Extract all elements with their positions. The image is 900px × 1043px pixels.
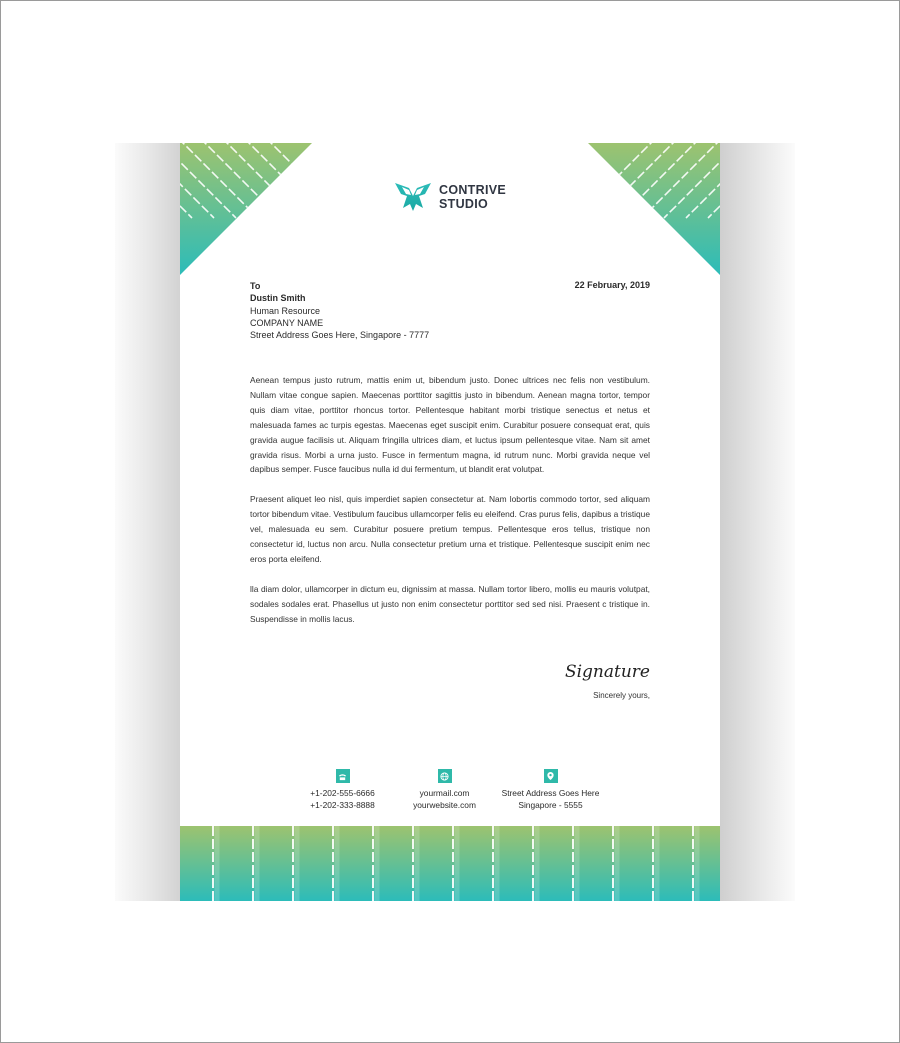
phone-number-1: +1-202-555-6666 [310,788,375,798]
phone-icon [336,769,350,783]
signature-script: Signature [564,662,650,682]
recipient-company: COMPANY NAME [250,317,324,328]
butterfly-logo-icon [393,180,433,214]
brand-name-line2: STUDIO [439,197,489,211]
body-paragraph: lla diam dolor, ullamcorper in dictum eu, dignissim at massa. Nullam tortor libero, mollis eu mauris volutpat, sodales sodales erat. Phasellus ut justo non enim consectetur porttitor sed sed nisi. Praesent c tristique in. Suspendisse in mollis lacus. [250,583,650,624]
city-address: Singapore - 5555 [518,799,583,810]
recipient-block [250,280,510,341]
recipient-department: Human Resource [250,305,321,316]
to-label: To [250,281,261,291]
contact-address [478,769,623,811]
brand-name-line1: CONTRIVE [439,183,506,197]
email-address: yourmail.com [419,788,470,798]
paper-shadow-right [720,143,795,901]
body-paragraph: Praesent aliquet leo nisl, quis imperdiet sapien consectetur at. Nam lobortis commodo tortor, sed aliquam tortor bibendum vitae. Vestibulum faucibus ullamcorper felis eu eleifend. Cras purus felis, dapibus a tristique vel, malesuada eu sem. Curabitur posuere pretium tempus. Pellentesque eros tellus, tristique non consectetur id, luctus non arcu. Nulla consectetur pretium urna et tristique. Pellentesque suscipit enim nec eros porta eleifend. [250,494,650,564]
location-pin-icon [544,769,558,783]
paper-shadow-left [115,143,181,901]
recipient-name: Dustin Smith [250,293,306,304]
corner-decoration-left [180,143,312,275]
closing-text: Sincerely yours, [593,691,650,700]
letter-date: 22 February, 2019 [574,280,650,290]
phone-number-2: +1-202-333-8888 [310,799,375,810]
brand-logo [393,179,506,215]
footer-decoration-band [180,826,720,901]
street-address: Street Address Goes Here [501,788,600,798]
body-paragraph: Aenean tempus justo rutrum, mattis enim ut, bibendum justo. Donec ultrices nec felis non vestibulum. Nullam vitae congue sapien. Maecenas porttitor sagittis justo in bibendum. Aenean magna tortor, tempor quis diam vitae, porttitor rhoncus tortor. Pellentesque habitant morbi tristique senectus et netus et malesuada fames ac turpis egestas. Maecenas eget suscipit enim. Curabitur posuere consequat erat, quis gravida augue facilisis ut. Aliquam fringilla ultrices diam, et luctus ipsum pellentesque vitae. Nam sit amet gravida risus. Morbi a urna justo. Fusce in fermentum magna, id rutrum nunc. Morbi gravida neque vel dapibus semper. Fusce faucibus nulla id dui fermentum, ut blandit erat volutpat. [250,375,650,475]
letter-body [250,373,650,642]
website-address: yourwebsite.com [413,799,476,810]
letterhead-page [180,143,720,901]
contact-phone [290,769,395,811]
recipient-address: Street Address Goes Here, Singapore - 7777 [250,330,430,341]
corner-decoration-right [588,143,720,275]
globe-icon [438,769,452,783]
